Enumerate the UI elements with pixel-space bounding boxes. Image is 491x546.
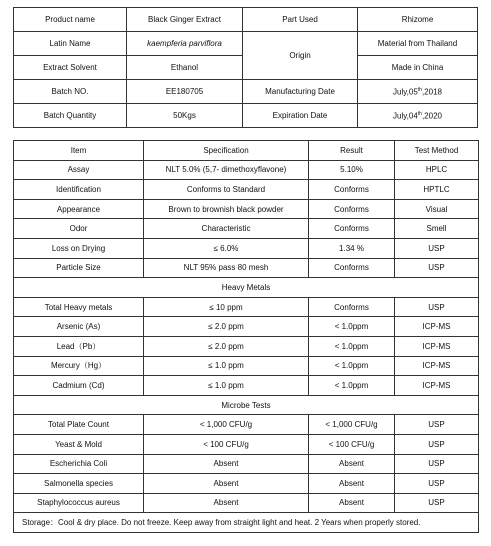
method-cell: USP bbox=[395, 415, 479, 435]
method-cell: USP bbox=[395, 454, 479, 474]
batch-no-value: EE180705 bbox=[127, 80, 243, 104]
spec-cell: Absent bbox=[144, 474, 309, 494]
mfg-date-label: Manufacturing Date bbox=[243, 80, 358, 104]
product-name-label: Product name bbox=[14, 8, 127, 32]
spec-cell: < 100 CFU/g bbox=[144, 434, 309, 454]
method-cell: USP bbox=[395, 238, 479, 258]
header-row bbox=[14, 141, 479, 161]
table-row bbox=[14, 258, 479, 278]
result-cell: 1.34 % bbox=[309, 238, 395, 258]
item-cell: Identification bbox=[14, 180, 144, 200]
method-cell: USP bbox=[395, 493, 479, 513]
result-cell: < 1.0ppm bbox=[309, 376, 395, 396]
table-row bbox=[14, 454, 479, 474]
method-cell: Visual bbox=[395, 199, 479, 219]
microbe-tests-title: Microbe Tests bbox=[14, 395, 479, 415]
method-cell: USP bbox=[395, 474, 479, 494]
exp-date-value: July,04th,2020 bbox=[358, 104, 478, 128]
table-row bbox=[14, 317, 479, 337]
section-header-heavy-metals bbox=[14, 278, 479, 298]
table-row bbox=[14, 180, 479, 200]
result-cell: < 1.0ppm bbox=[309, 356, 395, 376]
result-cell: Conforms bbox=[309, 180, 395, 200]
method-cell: HPTLC bbox=[395, 180, 479, 200]
origin-line-1: Material from Thailand bbox=[358, 32, 478, 56]
table-row bbox=[14, 336, 479, 356]
item-cell: Total Plate Count bbox=[14, 415, 144, 435]
result-cell: < 1.0ppm bbox=[309, 317, 395, 337]
table-row bbox=[14, 356, 479, 376]
item-cell: Loss on Drying bbox=[14, 238, 144, 258]
spec-cell: Brown to brownish black powder bbox=[144, 199, 309, 219]
result-cell: Conforms bbox=[309, 219, 395, 239]
item-cell: Arsenic (As) bbox=[14, 317, 144, 337]
spec-cell: Absent bbox=[144, 454, 309, 474]
result-cell: Conforms bbox=[309, 258, 395, 278]
method-cell: ICP-MS bbox=[395, 336, 479, 356]
exp-date-label: Expiration Date bbox=[243, 104, 358, 128]
header-specification: Specification bbox=[144, 141, 309, 161]
batch-qty-value: 50Kgs bbox=[127, 104, 243, 128]
table-row bbox=[14, 238, 479, 258]
item-cell: Salmonella species bbox=[14, 474, 144, 494]
result-cell: < 1,000 CFU/g bbox=[309, 415, 395, 435]
table-row bbox=[14, 160, 479, 180]
specification-table bbox=[13, 140, 479, 533]
batch-no-label: Batch NO. bbox=[14, 80, 127, 104]
table-row bbox=[14, 199, 479, 219]
storage-note: Storage：Cool & dry place. Do not freeze. Keep away from straight light and heat. 2 Years when properly stored. bbox=[14, 513, 479, 533]
section-header-microbe-tests bbox=[14, 395, 479, 415]
spec-cell: Conforms to Standard bbox=[144, 180, 309, 200]
table-row bbox=[14, 493, 479, 513]
extract-solvent-value: Ethanol bbox=[127, 56, 243, 80]
result-cell: < 1.0ppm bbox=[309, 336, 395, 356]
part-used-value: Rhizome bbox=[358, 8, 478, 32]
batch-qty-label: Batch Quantity bbox=[14, 104, 127, 128]
method-cell: ICP-MS bbox=[395, 317, 479, 337]
item-cell: Mercury（Hg） bbox=[14, 356, 144, 376]
table-row bbox=[14, 376, 479, 396]
spec-cell: ≤ 1.0 ppm bbox=[144, 356, 309, 376]
header-item: Item bbox=[14, 141, 144, 161]
result-cell: Absent bbox=[309, 474, 395, 494]
result-cell: < 100 CFU/g bbox=[309, 434, 395, 454]
table-row bbox=[14, 415, 479, 435]
product-name-value: Black Ginger Extract bbox=[127, 8, 243, 32]
method-cell: USP bbox=[395, 258, 479, 278]
spec-cell: ≤ 1.0 ppm bbox=[144, 376, 309, 396]
origin-label: Origin bbox=[243, 32, 358, 80]
spec-cell: ≤ 2.0 ppm bbox=[144, 317, 309, 337]
item-cell: Odor bbox=[14, 219, 144, 239]
item-cell: Lead（Pb） bbox=[14, 336, 144, 356]
spec-cell: ≤ 6.0% bbox=[144, 238, 309, 258]
item-cell: Cadmium (Cd) bbox=[14, 376, 144, 396]
spec-cell: ≤ 2.0 ppm bbox=[144, 336, 309, 356]
result-cell: Absent bbox=[309, 493, 395, 513]
item-cell: Staphylococcus aureus bbox=[14, 493, 144, 513]
heavy-metals-title: Heavy Metals bbox=[14, 278, 479, 298]
product-info-table bbox=[13, 7, 478, 128]
item-cell: Yeast & Mold bbox=[14, 434, 144, 454]
item-cell: Particle Size bbox=[14, 258, 144, 278]
method-cell: ICP-MS bbox=[395, 356, 479, 376]
latin-name-label: Latin Name bbox=[14, 32, 127, 56]
spec-cell: Characteristic bbox=[144, 219, 309, 239]
part-used-label: Part Used bbox=[243, 8, 358, 32]
method-cell: USP bbox=[395, 297, 479, 317]
spec-cell: NLT 95% pass 80 mesh bbox=[144, 258, 309, 278]
item-cell: Escherichia Coli bbox=[14, 454, 144, 474]
result-cell: Conforms bbox=[309, 199, 395, 219]
result-cell: Absent bbox=[309, 454, 395, 474]
spec-cell: NLT 5.0% (5,7- dimethoxyflavone) bbox=[144, 160, 309, 180]
spec-cell: ≤ 10 ppm bbox=[144, 297, 309, 317]
item-cell: Assay bbox=[14, 160, 144, 180]
header-test-method: Test Method bbox=[395, 141, 479, 161]
header-result: Result bbox=[309, 141, 395, 161]
latin-name-value: kaempferia parviflora bbox=[127, 32, 243, 56]
spec-cell: Absent bbox=[144, 493, 309, 513]
method-cell: ICP-MS bbox=[395, 376, 479, 396]
result-cell: 5.10% bbox=[309, 160, 395, 180]
mfg-date-value: July,05th,2018 bbox=[358, 80, 478, 104]
method-cell: Smell bbox=[395, 219, 479, 239]
table-row bbox=[14, 219, 479, 239]
origin-line-2: Made in China bbox=[358, 56, 478, 80]
item-cell: Total Heavy metals bbox=[14, 297, 144, 317]
method-cell: USP bbox=[395, 434, 479, 454]
result-cell: Conforms bbox=[309, 297, 395, 317]
table-row bbox=[14, 297, 479, 317]
item-cell: Appearance bbox=[14, 199, 144, 219]
storage-row bbox=[14, 513, 479, 533]
spec-cell: < 1,000 CFU/g bbox=[144, 415, 309, 435]
table-row bbox=[14, 434, 479, 454]
table-row bbox=[14, 474, 479, 494]
extract-solvent-label: Extract Solvent bbox=[14, 56, 127, 80]
method-cell: HPLC bbox=[395, 160, 479, 180]
